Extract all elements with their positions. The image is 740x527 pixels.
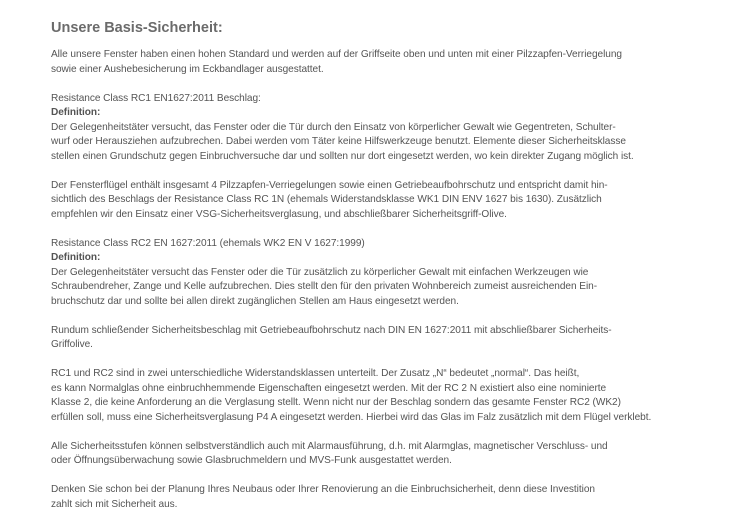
paragraph-3 (51, 179, 737, 223)
text-line: Der Gelegenheitstäter versucht das Fenster oder die Tür zusätzlich zu körperlicher Gewalt mit einfachen Werkzeugen wie (51, 266, 589, 278)
text-line: Alle Sicherheitsstufen können selbstverständlich auch mit Alarmausführung, d.h. mit Alarmglas, magnetischer Verschluss- und (51, 440, 608, 452)
paragraph-7 (51, 440, 737, 469)
definition-label: Definition: (51, 107, 101, 118)
text-line: sichtlich des Beschlags der Resistance Class RC 1N (ehemals Widerstandsklasse WK1 DIN ENV 1627 bis 1630). Zusätzlich (51, 194, 602, 205)
paragraph-2 (51, 92, 737, 165)
text-line: Der Gelegenheitstäter versucht, das Fenster oder die Tür durch den Einsatz von körperlicher Gewalt wie Gegentreten, Schulter- (51, 121, 616, 133)
definition-label: Definition: (51, 252, 101, 263)
text-line: erfüllen soll, muss eine Sicherheitsverglasung P4 A eingesetzt werden. Hierbei wird das Glas im Falz zusätzlich mit dem Flügel verklebt. (51, 411, 652, 423)
text-line: es kann Normalglas ohne einbruchhemmende Eigenschaften eingesetzt werden. Mit der RC 2 N existiert also eine nominierte (51, 382, 607, 394)
text-line: Alle unsere Fenster haben einen hohen Standard und werden auf der Griffseite oben und unten mit einer Pilzzapfen-Verriegelung (51, 49, 622, 60)
text-line: Rundum schließender Sicherheitsbeschlag mit Getriebeaufbohrschutz nach DIN EN 1627:2011 mit abschließbarer Sicherheits- (51, 324, 612, 336)
text-line: zahlt sich mit Sicherheit aus. (51, 498, 178, 510)
text-line: bruchschutz dar und sollte bei allen direkt zugänglichen Stellen am Haus eingesetzt werden. (51, 295, 459, 307)
text-line: oder Öffnungsüberwachung sowie Glasbruchmeldern und MVS-Funk ausgestattet werden. (51, 455, 452, 466)
paragraph-8 (51, 483, 737, 512)
section-heading: Resistance Class RC2 EN 1627:2011 (ehemals WK2 EN V 1627:1999) (51, 237, 365, 249)
text-line: Der Fensterflügel enthält insgesamt 4 Pilzzapfen-Verriegelungen sowie einen Getriebeaufbohrschutz und entspricht damit hin- (51, 179, 608, 191)
page-title: Unsere Basis-Sicherheit: (51, 20, 223, 36)
text-line: wurf oder Herausziehen aufzubrechen. Dabei werden vom Täter keine Hilfswerkzeuge benutzt. Elemente dieser Sicherheitsklasse (51, 136, 626, 147)
text-line: Schraubendreher, Zange und Kelle aufzubrechen. Dies stellt den für den privaten Wohnbereich zumeist ausreichenden Ein- (51, 281, 598, 292)
paragraph-1 (51, 48, 737, 77)
paragraph-5 (51, 324, 737, 353)
document-body (51, 48, 737, 527)
text-line: empfehlen wir den Einsatz einer VSG-Sicherheitsverglasung, und abschließbarer Sicherheitsgriff-Olive. (51, 208, 507, 220)
text-line: stellen einen Grundschutz gegen Einbruchversuche dar und sollten nur dort eingesetzt werden, wo kein direkter Zugang möglich ist. (51, 150, 634, 162)
text-line: Denken Sie schon bei der Planung Ihres Neubaus oder Ihrer Renovierung an die Einbruchsicherheit, denn diese Investition (51, 484, 595, 495)
text-line: sowie einer Aushebesicherung im Eckbandlager ausgestattet. (51, 63, 324, 75)
text-line: Klasse 2, die keine Anforderung an die Verglasung stellt. Wenn nicht nur der Beschlag sondern das gesamte Fenster RC2 (WK2) (51, 397, 621, 408)
text-line: Griffolive. (51, 339, 93, 350)
section-heading: Resistance Class RC1 EN1627:2011 Beschlag: (51, 92, 261, 104)
paragraph-4 (51, 237, 737, 310)
text-line: RC1 und RC2 sind in zwei unterschiedliche Widerstandsklassen unterteilt. Der Zusatz „N“ bedeutet „normal“. Das heißt, (51, 368, 580, 379)
paragraph-6 (51, 367, 737, 425)
